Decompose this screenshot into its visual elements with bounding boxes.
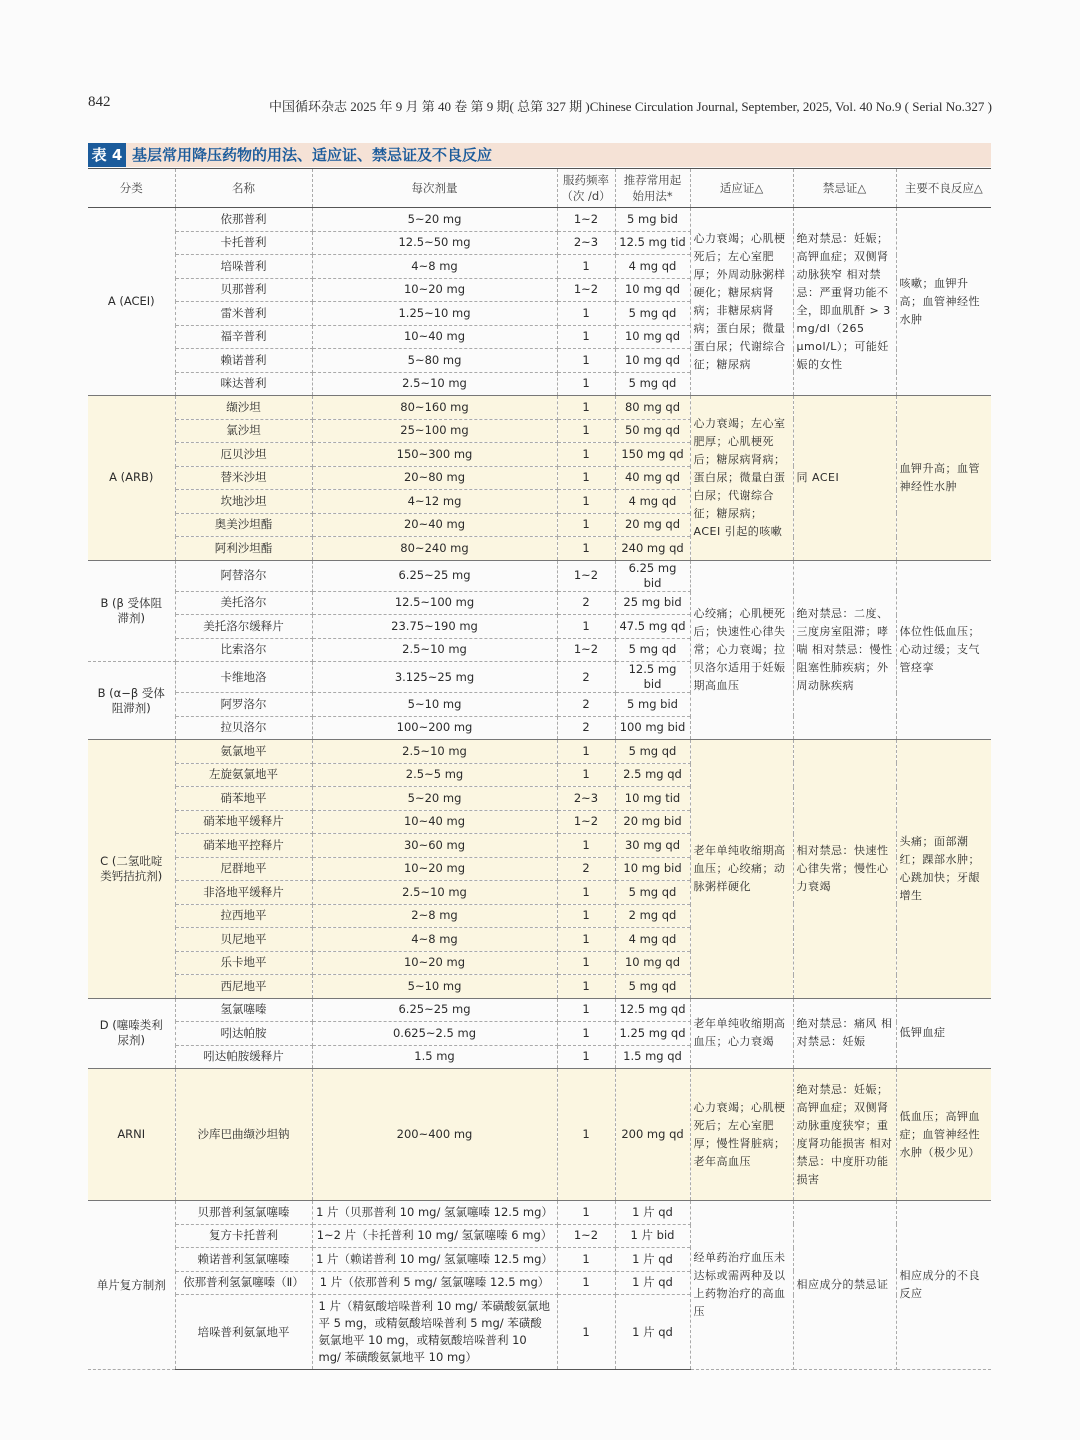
dose-cell: 10~20 mg bbox=[312, 951, 557, 975]
frequency-cell: 2 bbox=[557, 693, 615, 717]
drug-name-cell: 阿罗洛尔 bbox=[175, 693, 312, 717]
frequency-cell: 1~2 bbox=[557, 1224, 615, 1248]
starting-regimen-cell: 100 mg bid bbox=[615, 716, 690, 740]
col-header-contraindication: 禁忌证△ bbox=[793, 169, 896, 208]
frequency-cell: 1 bbox=[557, 928, 615, 952]
starting-regimen-cell: 10 mg qd bbox=[615, 951, 690, 975]
dose-cell: 2.5~10 mg bbox=[312, 740, 557, 764]
dose-cell: 4~8 mg bbox=[312, 255, 557, 279]
frequency-cell: 2 bbox=[557, 591, 615, 615]
table-title: 基层常用降压药物的用法、适应证、禁忌证及不良反应 bbox=[132, 146, 493, 164]
drug-class-label: B (α−β 受体阻滞剂) bbox=[97, 685, 165, 715]
contraindication-cell: 绝对禁忌：妊娠；高钾血症；双侧肾动脉狭窄 相对禁忌：严重肾功能不全，即血肌酐 > 3 mg/dl（265 μmol/L）；可能妊娠的女性 bbox=[793, 208, 896, 396]
drug-class-cell bbox=[88, 1069, 175, 1201]
table-row bbox=[88, 208, 991, 232]
drug-name-cell: 沙库巴曲缬沙坦钠 bbox=[175, 1069, 312, 1201]
drug-name-cell: 卡托普利 bbox=[175, 231, 312, 255]
dose-cell: 0.625~2.5 mg bbox=[312, 1022, 557, 1046]
drug-class-label: C (二氢吡啶类钙拮抗剂) bbox=[100, 853, 163, 883]
drug-name-cell: 贝那普利 bbox=[175, 278, 312, 302]
frequency-cell: 1 bbox=[557, 1022, 615, 1046]
drug-name-cell: 美托洛尔缓释片 bbox=[175, 615, 312, 639]
adverse-effect-cell: 相应成分的不良反应 bbox=[896, 1201, 991, 1370]
frequency-cell: 1 bbox=[557, 1248, 615, 1272]
starting-regimen-cell: 5 mg qd bbox=[615, 372, 690, 396]
starting-regimen-cell: 5 mg qd bbox=[615, 881, 690, 905]
frequency-cell: 2~3 bbox=[557, 231, 615, 255]
col-header-name: 名称 bbox=[175, 169, 312, 208]
dose-cell: 1.25~10 mg bbox=[312, 302, 557, 326]
starting-regimen-cell: 47.5 mg qd bbox=[615, 615, 690, 639]
drug-name-cell: 卡维地洛 bbox=[175, 662, 312, 693]
drug-name-cell: 硝苯地平 bbox=[175, 787, 312, 811]
drug-name-cell: 培哚普利 bbox=[175, 255, 312, 279]
drug-name-cell: 拉贝洛尔 bbox=[175, 716, 312, 740]
drug-name-cell: 吲达帕胺 bbox=[175, 1022, 312, 1046]
adverse-effect-cell: 低钾血症 bbox=[896, 998, 991, 1069]
starting-regimen-cell: 2 mg qd bbox=[615, 904, 690, 928]
dose-cell: 20~80 mg bbox=[312, 466, 557, 490]
dose-cell: 200~400 mg bbox=[312, 1069, 557, 1201]
starting-regimen-cell: 50 mg qd bbox=[615, 419, 690, 443]
starting-regimen-cell: 150 mg qd bbox=[615, 443, 690, 467]
dose-cell: 30~60 mg bbox=[312, 834, 557, 858]
drug-class-label: D (噻嗪类利尿剂) bbox=[99, 1018, 163, 1048]
frequency-cell: 1 bbox=[557, 1271, 615, 1295]
drug-class-cell bbox=[88, 396, 175, 561]
col-header-start: 推荐常用起始用法* bbox=[615, 169, 690, 208]
starting-regimen-cell: 1 片 qd bbox=[615, 1295, 690, 1370]
frequency-cell: 1 bbox=[557, 302, 615, 326]
drug-class-label: A (ACEI) bbox=[107, 294, 155, 308]
antihypertensive-drug-table bbox=[88, 168, 991, 1370]
frequency-cell: 1 bbox=[557, 396, 615, 420]
dose-cell: 20~40 mg bbox=[312, 513, 557, 537]
frequency-cell: 2~3 bbox=[557, 787, 615, 811]
drug-name-cell: 坎地沙坦 bbox=[175, 490, 312, 514]
adverse-effect-cell: 体位性低血压；心动过缓；支气管痉挛 bbox=[896, 560, 991, 740]
drug-name-cell: 阿利沙坦酯 bbox=[175, 537, 312, 561]
journal-citation: 中国循环杂志 2025 年 9 月 第 40 卷 第 9 期( 总第 327 期 )Chinese Circulation Journal, September, 2025, Vol. 40 No.9 ( Serial No.327 ) bbox=[269, 99, 992, 114]
dose-cell: 3.125~25 mg bbox=[312, 662, 557, 693]
drug-name-cell: 左旋氨氯地平 bbox=[175, 763, 312, 787]
table-body bbox=[88, 208, 991, 1370]
starting-regimen-cell: 5 mg qd bbox=[615, 302, 690, 326]
starting-regimen-cell: 1 片 qd bbox=[615, 1201, 690, 1225]
dose-cell: 10~20 mg bbox=[312, 278, 557, 302]
drug-class-cell bbox=[88, 560, 175, 662]
table-row bbox=[88, 560, 991, 591]
frequency-cell: 1 bbox=[557, 834, 615, 858]
drug-class-label: ARNI bbox=[117, 1127, 146, 1141]
dose-cell: 12.5~100 mg bbox=[312, 591, 557, 615]
starting-regimen-cell: 12.5 mg bid bbox=[615, 662, 690, 693]
frequency-cell: 1 bbox=[557, 951, 615, 975]
frequency-cell: 1 bbox=[557, 349, 615, 373]
frequency-cell: 1 bbox=[557, 1045, 615, 1069]
indication-cell: 经单药治疗血压未达标或需两种及以上药物治疗的高血压 bbox=[690, 1201, 793, 1370]
dose-cell: 5~10 mg bbox=[312, 693, 557, 717]
frequency-cell: 1 bbox=[557, 998, 615, 1022]
dose-cell: 1 片（贝那普利 10 mg/ 氢氯噻嗪 12.5 mg） bbox=[312, 1201, 557, 1225]
indication-cell: 心绞痛；心肌梗死后；快速性心律失常；心力衰竭；拉贝洛尔适用于妊娠期高血压 bbox=[690, 560, 793, 740]
frequency-cell: 1 bbox=[557, 615, 615, 639]
drug-name-cell: 替米沙坦 bbox=[175, 466, 312, 490]
starting-regimen-cell: 10 mg qd bbox=[615, 349, 690, 373]
frequency-cell: 1 bbox=[557, 740, 615, 764]
frequency-cell: 1 bbox=[557, 372, 615, 396]
frequency-cell: 1 bbox=[557, 419, 615, 443]
drug-name-cell: 氨氯地平 bbox=[175, 740, 312, 764]
dose-cell: 1 片（依那普利 5 mg/ 氢氯噻嗪 12.5 mg） bbox=[312, 1271, 557, 1295]
starting-regimen-cell: 5 mg qd bbox=[615, 740, 690, 764]
drug-name-cell: 依那普利氢氯噻嗪（Ⅱ） bbox=[175, 1271, 312, 1295]
drug-name-cell: 硝苯地平控释片 bbox=[175, 834, 312, 858]
starting-regimen-cell: 10 mg bid bbox=[615, 857, 690, 881]
dose-cell: 5~20 mg bbox=[312, 208, 557, 232]
dose-cell: 25~100 mg bbox=[312, 419, 557, 443]
frequency-cell: 1 bbox=[557, 466, 615, 490]
drug-class-cell bbox=[88, 998, 175, 1069]
drug-name-cell: 拉西地平 bbox=[175, 904, 312, 928]
indication-cell: 心力衰竭；心肌梗死后；左心室肥厚；外周动脉粥样硬化；糖尿病肾病；非糖尿病肾病；蛋白尿；微量蛋白尿；代谢综合征；糖尿病 bbox=[690, 208, 793, 396]
dose-cell: 80~160 mg bbox=[312, 396, 557, 420]
starting-regimen-cell: 1 片 bid bbox=[615, 1224, 690, 1248]
drug-name-cell: 培哚普利氨氯地平 bbox=[175, 1295, 312, 1370]
col-header-frequency: 服药频率（次 /d） bbox=[557, 169, 615, 208]
starting-regimen-cell: 2.5 mg qd bbox=[615, 763, 690, 787]
dose-cell: 100~200 mg bbox=[312, 716, 557, 740]
running-header bbox=[88, 94, 992, 118]
drug-name-cell: 赖诺普利 bbox=[175, 349, 312, 373]
drug-class-cell bbox=[88, 662, 175, 740]
starting-regimen-cell: 1.5 mg qd bbox=[615, 1045, 690, 1069]
frequency-cell: 1~2 bbox=[557, 810, 615, 834]
dose-cell: 150~300 mg bbox=[312, 443, 557, 467]
drug-name-cell: 比索洛尔 bbox=[175, 638, 312, 662]
dose-cell: 10~40 mg bbox=[312, 325, 557, 349]
dose-cell: 2.5~5 mg bbox=[312, 763, 557, 787]
dose-cell: 6.25~25 mg bbox=[312, 998, 557, 1022]
frequency-cell: 1 bbox=[557, 1201, 615, 1225]
drug-class-cell bbox=[88, 1201, 175, 1370]
col-header-class: 分类 bbox=[88, 169, 175, 208]
drug-name-cell: 乐卡地平 bbox=[175, 951, 312, 975]
adverse-effect-cell: 头痛；面部潮红；踝部水肿；心跳加快；牙龈增生 bbox=[896, 740, 991, 999]
dose-cell: 1.5 mg bbox=[312, 1045, 557, 1069]
starting-regimen-cell: 40 mg qd bbox=[615, 466, 690, 490]
starting-regimen-cell: 5 mg bid bbox=[615, 208, 690, 232]
frequency-cell: 2 bbox=[557, 662, 615, 693]
starting-regimen-cell: 4 mg qd bbox=[615, 928, 690, 952]
dose-cell: 10~20 mg bbox=[312, 857, 557, 881]
starting-regimen-cell: 10 mg qd bbox=[615, 278, 690, 302]
indication-cell: 心力衰竭；左心室肥厚；心肌梗死后；糖尿病肾病；蛋白尿；微量白蛋白尿；代谢综合征；糖尿病；ACEI 引起的咳嗽 bbox=[690, 396, 793, 561]
starting-regimen-cell: 240 mg qd bbox=[615, 537, 690, 561]
table-row bbox=[88, 740, 991, 764]
table-row bbox=[88, 1201, 991, 1225]
starting-regimen-cell: 10 mg tid bbox=[615, 787, 690, 811]
drug-name-cell: 奥美沙坦酯 bbox=[175, 513, 312, 537]
col-header-dose: 每次剂量 bbox=[312, 169, 557, 208]
frequency-cell: 1~2 bbox=[557, 278, 615, 302]
table-title-bar bbox=[88, 143, 991, 167]
dose-cell: 2.5~10 mg bbox=[312, 638, 557, 662]
dose-cell: 4~12 mg bbox=[312, 490, 557, 514]
starting-regimen-cell: 20 mg qd bbox=[615, 513, 690, 537]
drug-name-cell: 贝那普利氢氯噻嗪 bbox=[175, 1201, 312, 1225]
drug-name-cell: 厄贝沙坦 bbox=[175, 443, 312, 467]
indication-cell: 老年单纯收缩期高血压；心力衰竭 bbox=[690, 998, 793, 1069]
drug-class-cell bbox=[88, 740, 175, 999]
drug-class-cell bbox=[88, 208, 175, 396]
dose-cell: 1~2 片（卡托普利 10 mg/ 氢氯噻嗪 6 mg） bbox=[312, 1224, 557, 1248]
starting-regimen-cell: 12.5 mg tid bbox=[615, 231, 690, 255]
dose-cell: 1 片（赖诺普利 10 mg/ 氢氯噻嗪 12.5 mg） bbox=[312, 1248, 557, 1272]
frequency-cell: 1 bbox=[557, 763, 615, 787]
dose-cell: 5~20 mg bbox=[312, 787, 557, 811]
starting-regimen-cell: 20 mg bid bbox=[615, 810, 690, 834]
frequency-cell: 2 bbox=[557, 857, 615, 881]
drug-name-cell: 咪达普利 bbox=[175, 372, 312, 396]
frequency-cell: 1 bbox=[557, 325, 615, 349]
frequency-cell: 1 bbox=[557, 443, 615, 467]
dose-cell: 2.5~10 mg bbox=[312, 372, 557, 396]
contraindication-cell: 相应成分的禁忌证 bbox=[793, 1201, 896, 1370]
starting-regimen-cell: 5 mg qd bbox=[615, 638, 690, 662]
frequency-cell: 1~2 bbox=[557, 208, 615, 232]
col-header-adverse: 主要不良反应△ bbox=[896, 169, 991, 208]
starting-regimen-cell: 5 mg bid bbox=[615, 693, 690, 717]
dose-cell: 2.5~10 mg bbox=[312, 881, 557, 905]
header-row bbox=[88, 169, 991, 208]
col-header-indication: 适应证△ bbox=[690, 169, 793, 208]
starting-regimen-cell: 1 片 qd bbox=[615, 1248, 690, 1272]
frequency-cell: 1 bbox=[557, 513, 615, 537]
frequency-cell: 2 bbox=[557, 716, 615, 740]
starting-regimen-cell: 1 片 qd bbox=[615, 1271, 690, 1295]
contraindication-cell: 绝对禁忌：妊娠；高钾血症；双侧肾动脉重度狭窄；重度肾功能损害 相对禁忌：中度肝功能损害 bbox=[793, 1069, 896, 1201]
table-row bbox=[88, 396, 991, 420]
drug-name-cell: 非洛地平缓释片 bbox=[175, 881, 312, 905]
dose-cell: 5~80 mg bbox=[312, 349, 557, 373]
drug-name-cell: 贝尼地平 bbox=[175, 928, 312, 952]
frequency-cell: 1 bbox=[557, 881, 615, 905]
indication-cell: 心力衰竭；心肌梗死后；左心室肥厚；慢性肾脏病；老年高血压 bbox=[690, 1069, 793, 1201]
contraindication-cell: 绝对禁忌：二度、三度房室阻滞；哮喘 相对禁忌：慢性阻塞性肺疾病；外周动脉疾病 bbox=[793, 560, 896, 740]
starting-regimen-cell: 1.25 mg qd bbox=[615, 1022, 690, 1046]
drug-name-cell: 雷米普利 bbox=[175, 302, 312, 326]
starting-regimen-cell: 200 mg qd bbox=[615, 1069, 690, 1201]
starting-regimen-cell: 4 mg qd bbox=[615, 490, 690, 514]
adverse-effect-cell: 血钾升高；血管神经性水肿 bbox=[896, 396, 991, 561]
starting-regimen-cell: 30 mg qd bbox=[615, 834, 690, 858]
contraindication-cell: 相对禁忌：快速性心律失常；慢性心力衰竭 bbox=[793, 740, 896, 999]
drug-name-cell: 复方卡托普利 bbox=[175, 1224, 312, 1248]
drug-name-cell: 氢氯噻嗪 bbox=[175, 998, 312, 1022]
drug-name-cell: 西尼地平 bbox=[175, 975, 312, 999]
dose-cell: 1 片（精氨酸培哚普利 10 mg/ 苯磺酸氨氯地平 5 mg，或精氨酸培哚普利 5 mg/ 苯磺酸氨氯地平 10 mg，或精氨酸培哚普利 10 mg/ 苯磺酸氨氯地平 10 mg） bbox=[312, 1295, 557, 1370]
drug-name-cell: 福辛普利 bbox=[175, 325, 312, 349]
dose-cell: 23.75~190 mg bbox=[312, 615, 557, 639]
frequency-cell: 1 bbox=[557, 904, 615, 928]
table-row bbox=[88, 998, 991, 1022]
contraindication-cell: 同 ACEI bbox=[793, 396, 896, 561]
frequency-cell: 1 bbox=[557, 537, 615, 561]
starting-regimen-cell: 6.25 mg bid bbox=[615, 560, 690, 591]
frequency-cell: 1 bbox=[557, 1069, 615, 1201]
drug-name-cell: 阿替洛尔 bbox=[175, 560, 312, 591]
adverse-effect-cell: 低血压；高钾血症；血管神经性水肿（极少见） bbox=[896, 1069, 991, 1201]
indication-cell: 老年单纯收缩期高血压；心绞痛；动脉粥样硬化 bbox=[690, 740, 793, 999]
dose-cell: 12.5~50 mg bbox=[312, 231, 557, 255]
starting-regimen-cell: 10 mg qd bbox=[615, 325, 690, 349]
drug-name-cell: 吲达帕胺缓释片 bbox=[175, 1045, 312, 1069]
dose-cell: 6.25~25 mg bbox=[312, 560, 557, 591]
table-row bbox=[88, 1069, 991, 1201]
dose-cell: 5~10 mg bbox=[312, 975, 557, 999]
drug-name-cell: 尼群地平 bbox=[175, 857, 312, 881]
starting-regimen-cell: 5 mg qd bbox=[615, 975, 690, 999]
dose-cell: 2~8 mg bbox=[312, 904, 557, 928]
drug-name-cell: 缬沙坦 bbox=[175, 396, 312, 420]
drug-name-cell: 氯沙坦 bbox=[175, 419, 312, 443]
adverse-effect-cell: 咳嗽；血钾升高；血管神经性水肿 bbox=[896, 208, 991, 396]
drug-name-cell: 赖诺普利氢氯噻嗪 bbox=[175, 1248, 312, 1272]
contraindication-cell: 绝对禁忌：痛风 相对禁忌：妊娠 bbox=[793, 998, 896, 1069]
drug-name-cell: 硝苯地平缓释片 bbox=[175, 810, 312, 834]
dose-cell: 80~240 mg bbox=[312, 537, 557, 561]
drug-class-label: A (ARB) bbox=[109, 470, 154, 485]
frequency-cell: 1 bbox=[557, 975, 615, 999]
drug-class-label: 单片复方制剂 bbox=[96, 1277, 166, 1292]
frequency-cell: 1 bbox=[557, 255, 615, 279]
drug-name-cell: 美托洛尔 bbox=[175, 591, 312, 615]
table-label: 表 4 bbox=[88, 143, 126, 167]
page-number: 842 bbox=[88, 94, 111, 110]
starting-regimen-cell: 12.5 mg qd bbox=[615, 998, 690, 1022]
dose-cell: 4~8 mg bbox=[312, 928, 557, 952]
frequency-cell: 1 bbox=[557, 1295, 615, 1370]
frequency-cell: 1~2 bbox=[557, 560, 615, 591]
starting-regimen-cell: 25 mg bid bbox=[615, 591, 690, 615]
starting-regimen-cell: 4 mg qd bbox=[615, 255, 690, 279]
starting-regimen-cell: 80 mg qd bbox=[615, 396, 690, 420]
frequency-cell: 1 bbox=[557, 490, 615, 514]
dose-cell: 10~40 mg bbox=[312, 810, 557, 834]
drug-class-label: B (β 受体阻滞剂) bbox=[100, 595, 163, 625]
frequency-cell: 1~2 bbox=[557, 638, 615, 662]
drug-name-cell: 依那普利 bbox=[175, 208, 312, 232]
